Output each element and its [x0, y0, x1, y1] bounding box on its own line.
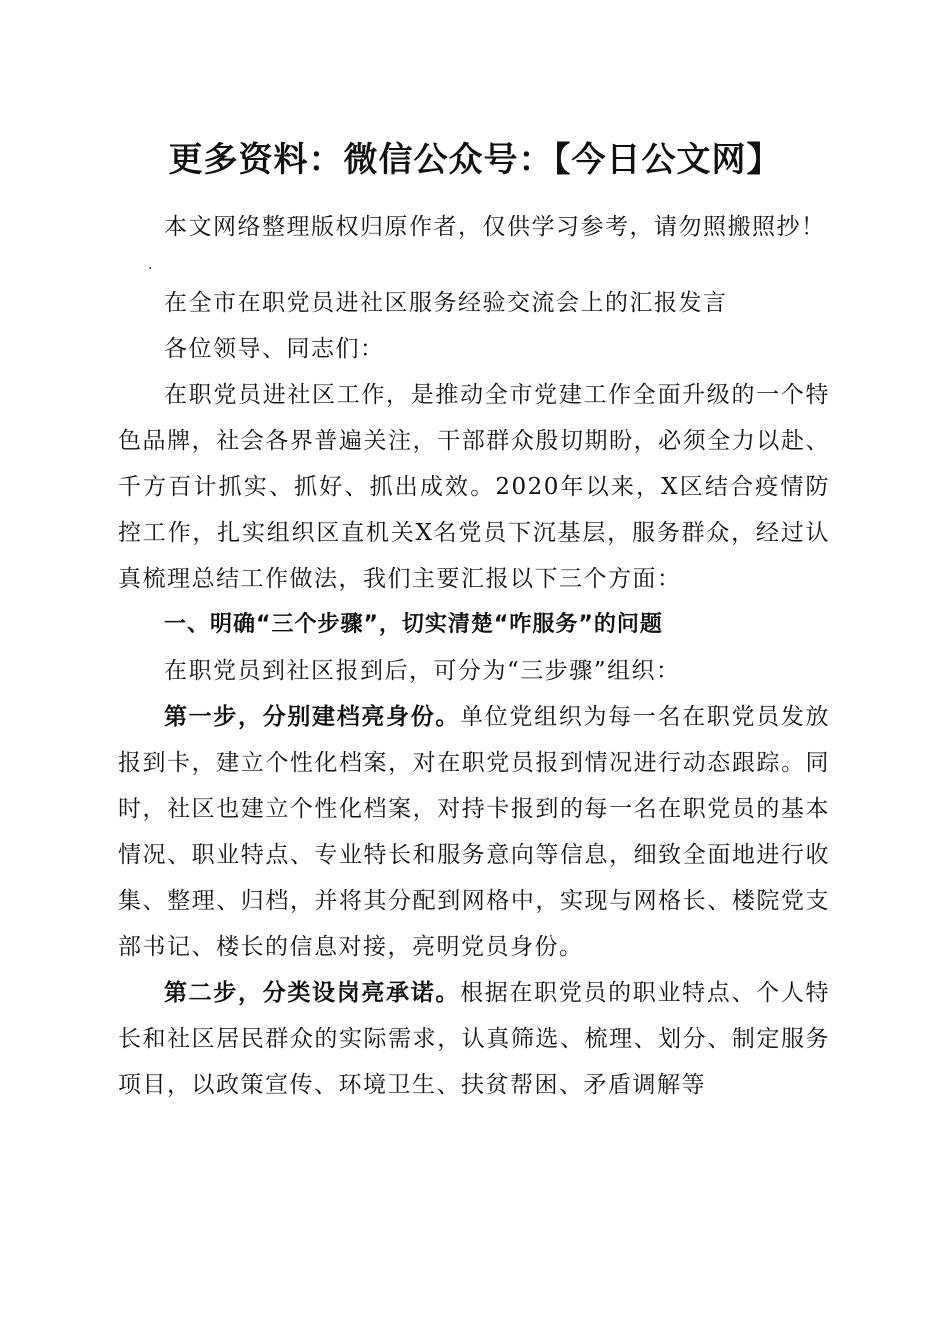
header-title: 更多资料：微信公众号：【今日公文网】 [168, 140, 782, 180]
step-1-paragraph [118, 694, 830, 970]
speech-title: 在全市在职党员进社区服务经验交流会上的汇报发言 [164, 290, 728, 316]
salutation: 各位领导、同志们： [164, 336, 385, 362]
document-body [118, 204, 830, 1108]
step-2-paragraph [118, 970, 830, 1108]
intro-paragraph: 在职党员进社区工作，是推动全市党建工作全面升级的一个特色品牌，社会各界普遍关注，干部群众殷切期盼，必须全力以赴、千方百计抓实、抓好、抓出成效。2020年以来，X区结合疫情防控工作，扎实组织区直机关X名党员下沉基层，服务群众，经过认真梳理总结工作做法，我们主要汇报以下三个方面： [118, 382, 830, 592]
section-1-heading: 一、明确“三个步骤”，切实清楚“咋服务”的问题 [164, 612, 663, 637]
step-1-lead: 第一步，分别建档亮身份。 [164, 703, 461, 730]
step-2-lead: 第二步，分类设岗亮承诺。 [164, 979, 461, 1006]
section-1-intro: 在职党员到社区报到后，可分为“三步骤”组织： [164, 658, 681, 684]
step-1-body: 单位党组织为每一名在职党员发放报到卡，建立个性化档案，对在职党员报到情况进行动态跟踪。同时，社区也建立个性化档案，对持卡报到的每一名在职党员的基本情况、职业特点、专业特长和服务意向等信息，细致全面地进行收集、整理、归档，并将其分配到网格中，实现与网格长、楼院党支部书记、楼长的信息对接，亮明党员身份。 [118, 704, 831, 960]
step-2-body: 根据在职党员的职业特点、个人特长和社区居民群众的实际需求，认真筛选、梳理、划分、制定服务项目，以政策宣传、环境卫生、扶贫帮困、矛盾调解等 [118, 980, 831, 1098]
separator-dot: . [148, 257, 154, 273]
copyright-notice: 本文网络整理版权归原作者，仅供学习参考，请勿照搬照抄！ [164, 214, 826, 240]
